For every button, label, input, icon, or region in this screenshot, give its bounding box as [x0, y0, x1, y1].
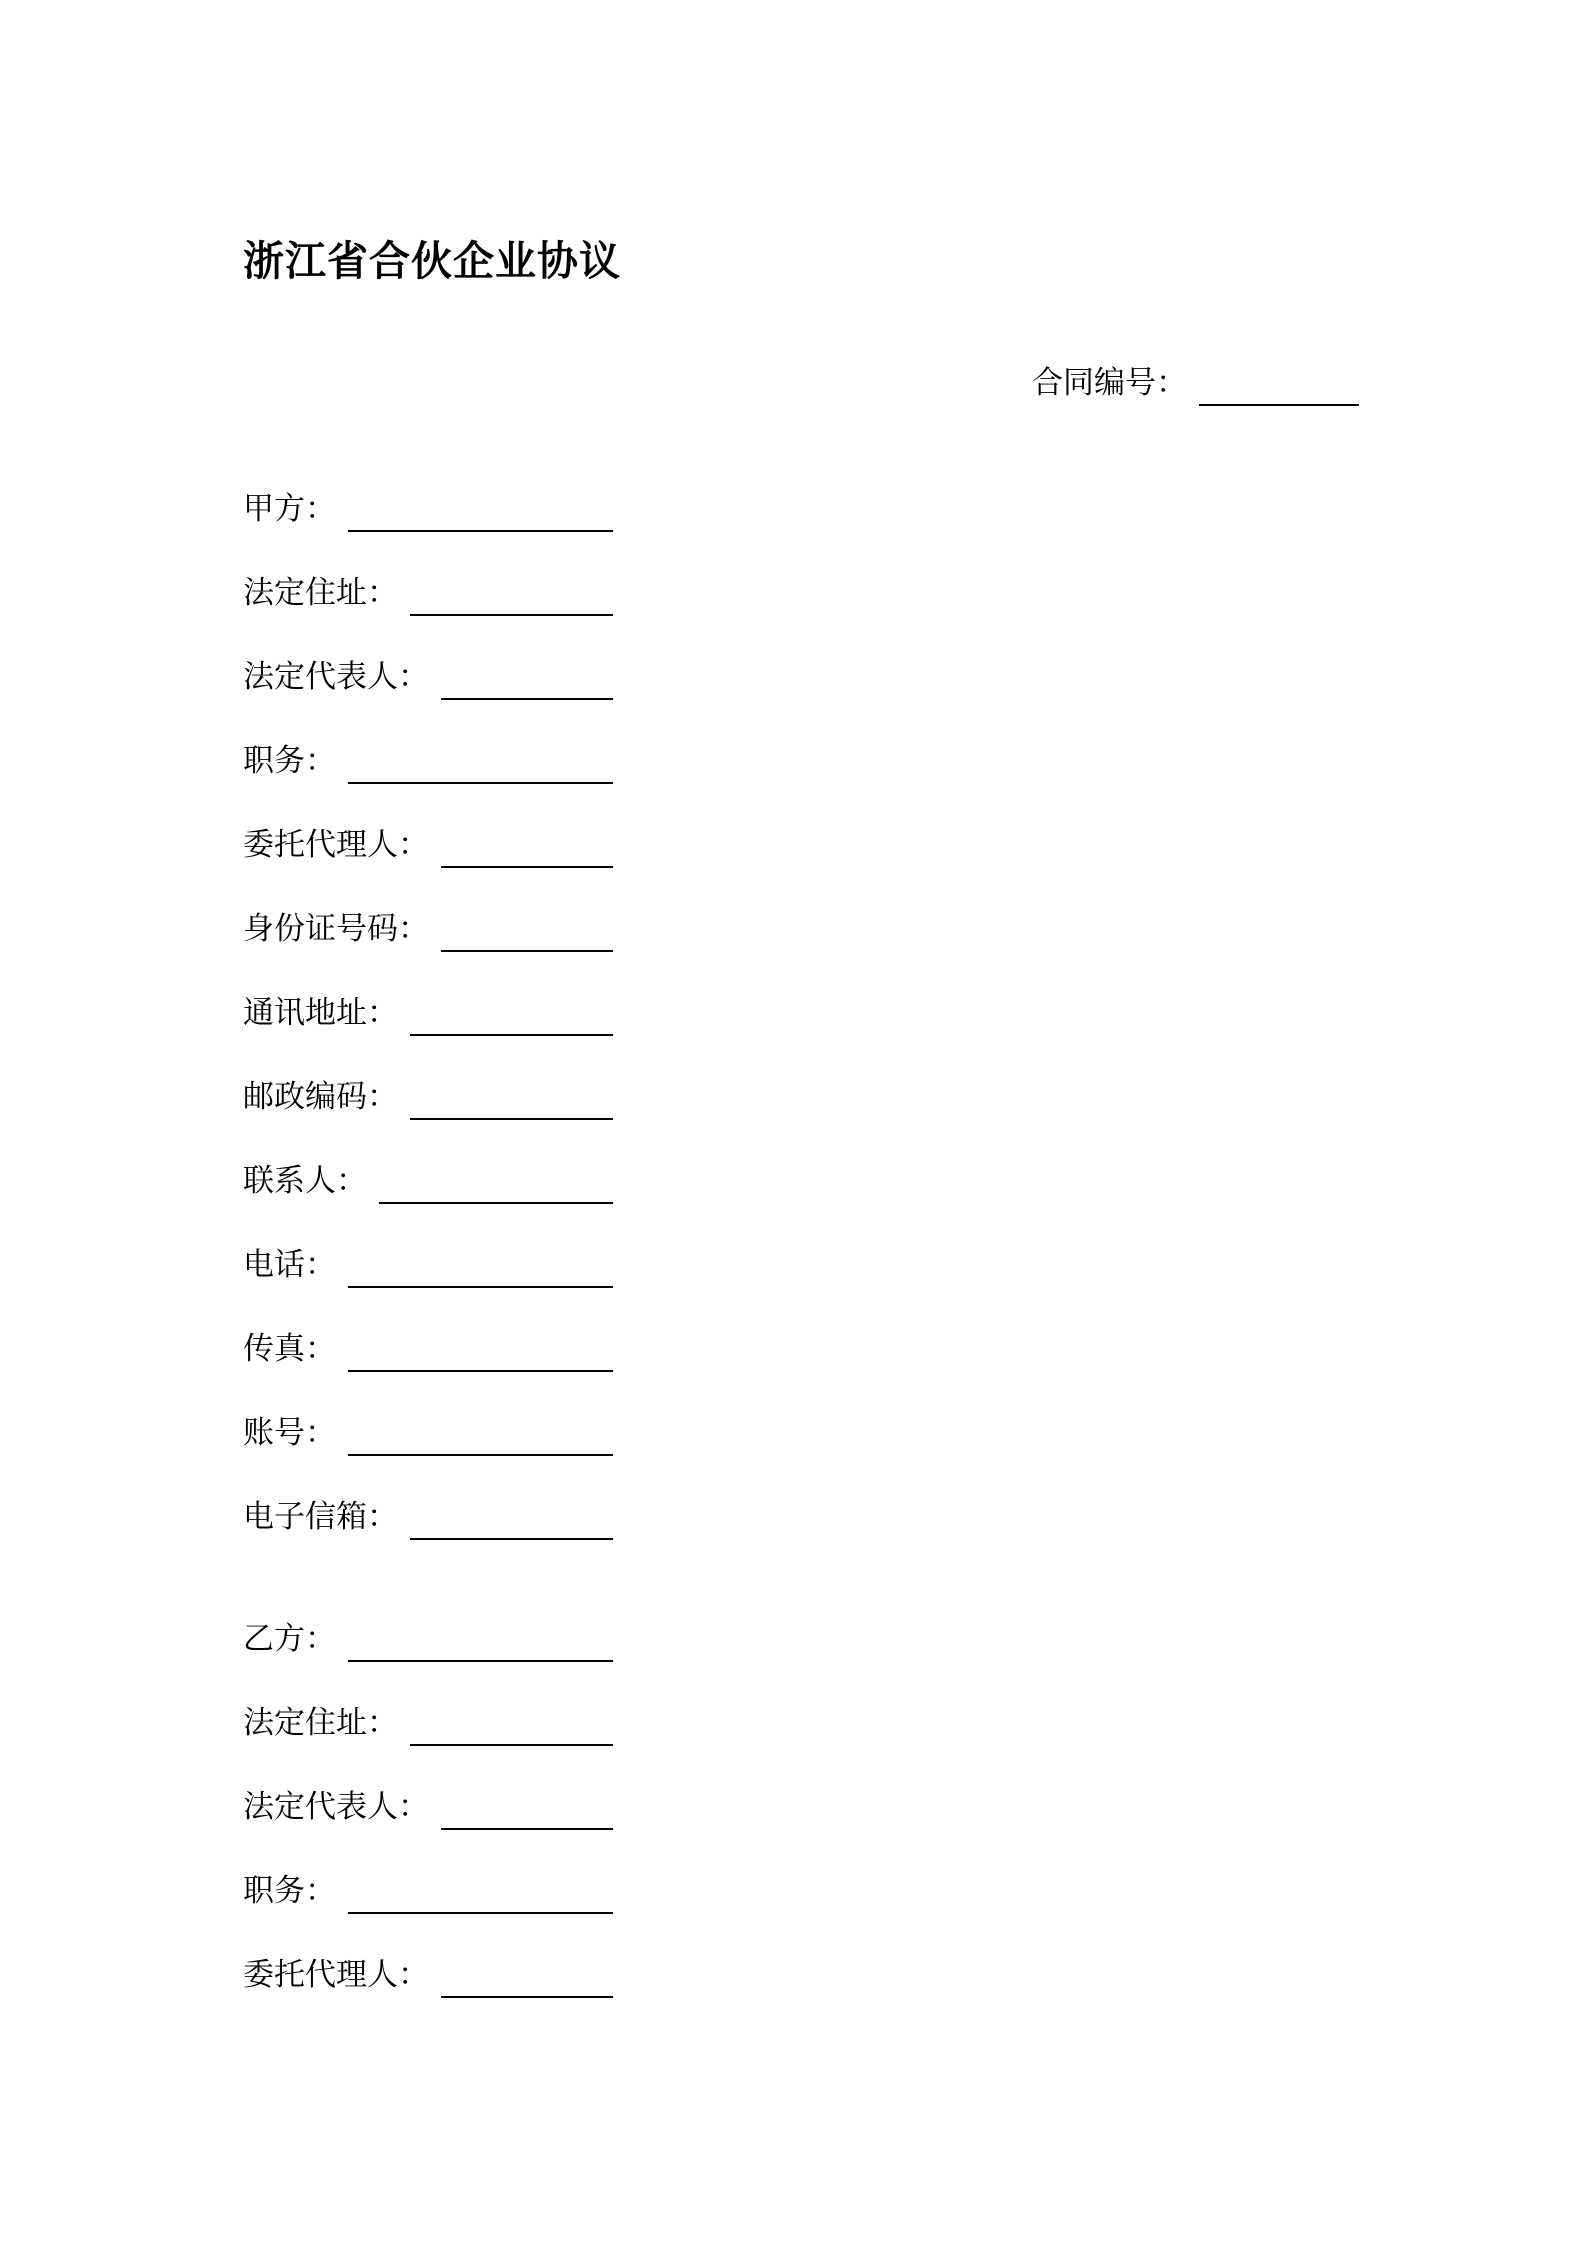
party-b-section [243, 1616, 613, 2036]
party-b-position-blank[interactable] [348, 1912, 613, 1914]
party-a-fax-row [243, 1326, 613, 1372]
party-a-phone-row [243, 1242, 613, 1288]
party-a-legal-address-blank[interactable] [410, 614, 613, 616]
field-label: 电话： [243, 1247, 336, 1283]
field-label: 法定住址： [243, 575, 398, 611]
party-b-agent-blank[interactable] [441, 1996, 613, 1998]
party-a-legal-address-row [243, 570, 613, 616]
party-a-legal-representative-row [243, 654, 613, 700]
field-label: 身份证号码： [243, 911, 429, 947]
party-b-legal-address-blank[interactable] [410, 1744, 613, 1746]
party-a-name-blank[interactable] [348, 530, 613, 532]
party-a-mailing-address-row [243, 990, 613, 1036]
party-a-email-blank[interactable] [410, 1538, 613, 1540]
party-a-email-row [243, 1494, 613, 1540]
party-a-contact-blank[interactable] [379, 1202, 613, 1204]
field-label: 通讯地址： [243, 995, 398, 1031]
field-label: 联系人： [243, 1163, 367, 1199]
party-b-legal-address-row [243, 1700, 613, 1746]
field-label: 甲方： [243, 491, 336, 527]
party-a-id-number-blank[interactable] [441, 950, 613, 952]
field-label: 委托代理人： [243, 1957, 429, 1993]
contract-number-field [1032, 360, 1359, 406]
contract-number-blank[interactable] [1199, 404, 1359, 406]
party-a-contact-row [243, 1158, 613, 1204]
field-label: 电子信箱： [243, 1499, 398, 1535]
party-b-position-row [243, 1868, 613, 1914]
field-label: 账号： [243, 1415, 336, 1451]
party-a-name-row [243, 486, 613, 532]
party-a-phone-blank[interactable] [348, 1286, 613, 1288]
document-title: 浙江省合伙企业协议 [243, 237, 621, 285]
field-label: 乙方： [243, 1621, 336, 1657]
party-b-legal-representative-row [243, 1784, 613, 1830]
party-a-account-row [243, 1410, 613, 1456]
contract-number-label: 合同编号： [1032, 365, 1187, 401]
field-label: 法定代表人： [243, 659, 429, 695]
party-a-id-number-row [243, 906, 613, 952]
party-a-section [243, 486, 613, 1578]
party-a-account-blank[interactable] [348, 1454, 613, 1456]
field-label: 职务： [243, 743, 336, 779]
party-b-name-row [243, 1616, 613, 1662]
party-a-mailing-address-blank[interactable] [410, 1034, 613, 1036]
party-a-position-row [243, 738, 613, 784]
party-a-legal-representative-blank[interactable] [441, 698, 613, 700]
party-a-agent-row [243, 822, 613, 868]
party-b-legal-representative-blank[interactable] [441, 1828, 613, 1830]
party-b-name-blank[interactable] [348, 1660, 613, 1662]
party-a-postal-code-blank[interactable] [410, 1118, 613, 1120]
party-a-position-blank[interactable] [348, 782, 613, 784]
field-label: 职务： [243, 1873, 336, 1909]
party-a-postal-code-row [243, 1074, 613, 1120]
field-label: 委托代理人： [243, 827, 429, 863]
party-a-fax-blank[interactable] [348, 1370, 613, 1372]
party-a-agent-blank[interactable] [441, 866, 613, 868]
field-label: 法定住址： [243, 1705, 398, 1741]
party-b-agent-row [243, 1952, 613, 1998]
field-label: 邮政编码： [243, 1079, 398, 1115]
field-label: 传真： [243, 1331, 336, 1367]
field-label: 法定代表人： [243, 1789, 429, 1825]
